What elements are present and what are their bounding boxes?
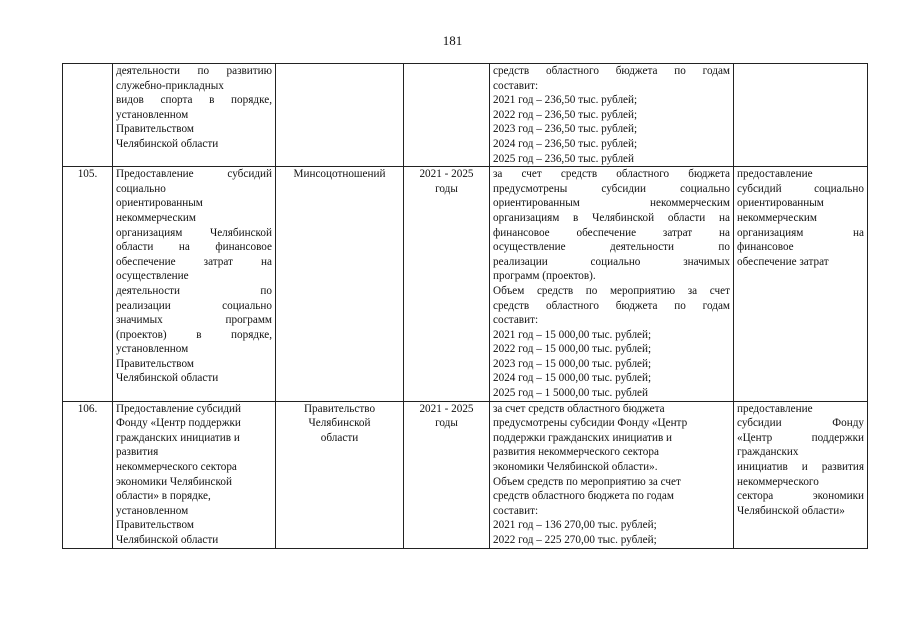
measure-name-cell — [113, 401, 276, 548]
table-row — [63, 64, 868, 167]
text-line: Предоставление субсидий — [116, 168, 272, 181]
text-line: организациям Челябинской — [116, 226, 272, 239]
row-number: 105. — [77, 168, 98, 181]
text-line: 2024 год – 15 000,00 тыс. рублей; — [493, 372, 652, 385]
text-line: 2021 год – 236,50 тыс. рублей; — [493, 94, 638, 107]
text-line: 2024 год – 236,50 тыс. рублей; — [493, 137, 638, 150]
text-line: значимых программ — [116, 314, 272, 327]
financing-cell — [490, 64, 734, 167]
text-line: 2025 год – 1 5000,00 тыс. рублей — [493, 387, 648, 400]
text-line: (проектов) в порядке, — [116, 328, 272, 341]
text-line: Правительством — [116, 519, 194, 532]
responsible-executor: Минсоцотношений — [293, 168, 386, 181]
text-line: развития некоммерческого сектора — [493, 446, 659, 459]
result-cell — [734, 167, 868, 402]
text-line: Правительством — [116, 123, 194, 136]
period-cell — [404, 64, 490, 167]
text-line: финансовое — [737, 241, 794, 254]
text-line: Правительством — [116, 357, 194, 370]
text-line: области» в порядке, — [116, 490, 211, 503]
text-line: составит: — [493, 314, 539, 327]
text-line: составит: — [493, 504, 539, 517]
text-line: финансовое обеспечение затрат на — [493, 226, 730, 239]
text-line: гражданских инициатив и — [116, 431, 240, 444]
implementation-period: 2021 - 2025 годы — [419, 402, 474, 430]
text-line: установленном — [116, 108, 189, 121]
text-line: Предоставление субсидий — [116, 402, 242, 415]
text-line: социально — [116, 182, 166, 195]
result-cell — [734, 401, 868, 548]
period-cell — [404, 401, 490, 548]
text-line: субсидии Фонду — [737, 417, 864, 430]
text-line: осуществление деятельности по — [493, 241, 730, 254]
text-line: инициатив и развития — [737, 461, 864, 474]
financing-cell — [490, 167, 734, 402]
measures-table — [62, 63, 868, 549]
expected-result — [737, 167, 864, 269]
table-body — [63, 64, 868, 549]
text-line: за счет средств областного бюджета — [493, 402, 665, 415]
financing-description — [493, 64, 730, 166]
measure-name-cell — [113, 167, 276, 402]
text-line: установленном — [116, 343, 189, 356]
text-line: ориентированным — [737, 197, 824, 210]
text-line: поддержки гражданских инициатив и — [493, 431, 673, 444]
row-number-cell — [63, 401, 113, 548]
measure-name — [116, 64, 272, 152]
text-line: за счет средств областного бюджета — [493, 168, 730, 181]
text-line: экономики Челябинской — [116, 475, 232, 488]
text-line: деятельности по развитию — [116, 65, 272, 77]
period-cell — [404, 167, 490, 402]
text-line: Фонду «Центр поддержки — [116, 417, 241, 430]
text-line: «Центр поддержки — [737, 431, 864, 444]
text-line: 2022 год – 225 270,00 тыс. рублей; — [493, 534, 657, 546]
text-line: средств областного бюджета по годам — [493, 490, 674, 503]
text-line: программ (проектов). — [493, 270, 596, 283]
responsible-cell — [276, 64, 404, 167]
text-line: Челябинской области — [116, 137, 219, 150]
text-line: организациям на — [737, 226, 864, 239]
responsible-executor: Правительство Челябинской области — [303, 402, 376, 444]
text-line: Челябинской области» — [737, 504, 845, 517]
text-line: ориентированным — [116, 197, 203, 210]
text-line: экономики Челябинской области». — [493, 461, 658, 474]
text-line: составит: — [493, 79, 539, 92]
text-line: Объем средств по мероприятию за счет — [493, 475, 681, 488]
text-line: некоммерческого сектора — [116, 461, 237, 474]
text-line: 2023 год – 15 000,00 тыс. рублей; — [493, 357, 652, 370]
measure-name — [116, 402, 272, 548]
text-line: 2023 год – 236,50 тыс. рублей; — [493, 123, 638, 136]
text-line: гражданских — [737, 446, 799, 459]
text-line: 2022 год – 15 000,00 тыс. рублей; — [493, 343, 652, 356]
text-line: предоставление — [737, 402, 813, 415]
text-line: ориентированным некоммерческим — [493, 197, 730, 210]
text-line: предусмотрены субсидии Фонду «Центр — [493, 417, 688, 430]
responsible-cell — [276, 401, 404, 548]
expected-result — [737, 402, 864, 519]
text-line: предоставление — [737, 168, 813, 181]
text-line: Объем средств по мероприятию за счет — [493, 284, 730, 297]
row-number-cell — [63, 64, 113, 167]
text-line: реализации социально значимых — [493, 255, 730, 268]
financing-description — [493, 402, 730, 548]
text-line: организациям в Челябинской области на — [493, 211, 730, 224]
financing-cell — [490, 401, 734, 548]
row-number: 106. — [77, 402, 98, 415]
text-line: средств областного бюджета по годам — [493, 65, 730, 77]
text-line: развития — [116, 446, 159, 459]
text-line: осуществление — [116, 270, 189, 283]
result-cell — [734, 64, 868, 167]
financing-description — [493, 167, 730, 401]
table-row — [63, 401, 868, 548]
text-line: некоммерческим — [737, 211, 817, 224]
text-line: предусмотрены субсидии социально — [493, 182, 730, 195]
measure-name-cell — [113, 64, 276, 167]
text-line: установленном — [116, 504, 189, 517]
text-line: некоммерческого — [737, 475, 819, 488]
text-line: субсидий социально — [737, 182, 864, 195]
table-row — [63, 167, 868, 402]
text-line: служебно-прикладных — [116, 79, 224, 92]
responsible-cell — [276, 167, 404, 402]
implementation-period: 2021 - 2025 годы — [419, 168, 474, 195]
text-line: области на финансовое — [116, 241, 272, 254]
measure-name — [116, 167, 272, 386]
text-line: 2021 год – 136 270,00 тыс. рублей; — [493, 519, 657, 532]
text-line: 2021 год – 15 000,00 тыс. рублей; — [493, 328, 652, 341]
text-line: Челябинской области — [116, 534, 219, 546]
text-line: обеспечение затрат на — [116, 255, 272, 268]
text-line: реализации социально — [116, 299, 272, 312]
text-line: сектора экономики — [737, 490, 864, 503]
text-line: Челябинской области — [116, 372, 219, 385]
text-line: 2025 год – 236,50 тыс. рублей — [493, 152, 635, 165]
text-line: деятельности по — [116, 284, 272, 297]
page-number: 181 — [442, 33, 463, 48]
text-line: некоммерческим — [116, 211, 196, 224]
text-line: обеспечение затрат — [737, 255, 829, 268]
text-line: видов спорта в порядке, — [116, 94, 272, 107]
row-number-cell — [63, 167, 113, 402]
text-line: 2022 год – 236,50 тыс. рублей; — [493, 108, 638, 121]
text-line: средств областного бюджета по годам — [493, 299, 730, 312]
